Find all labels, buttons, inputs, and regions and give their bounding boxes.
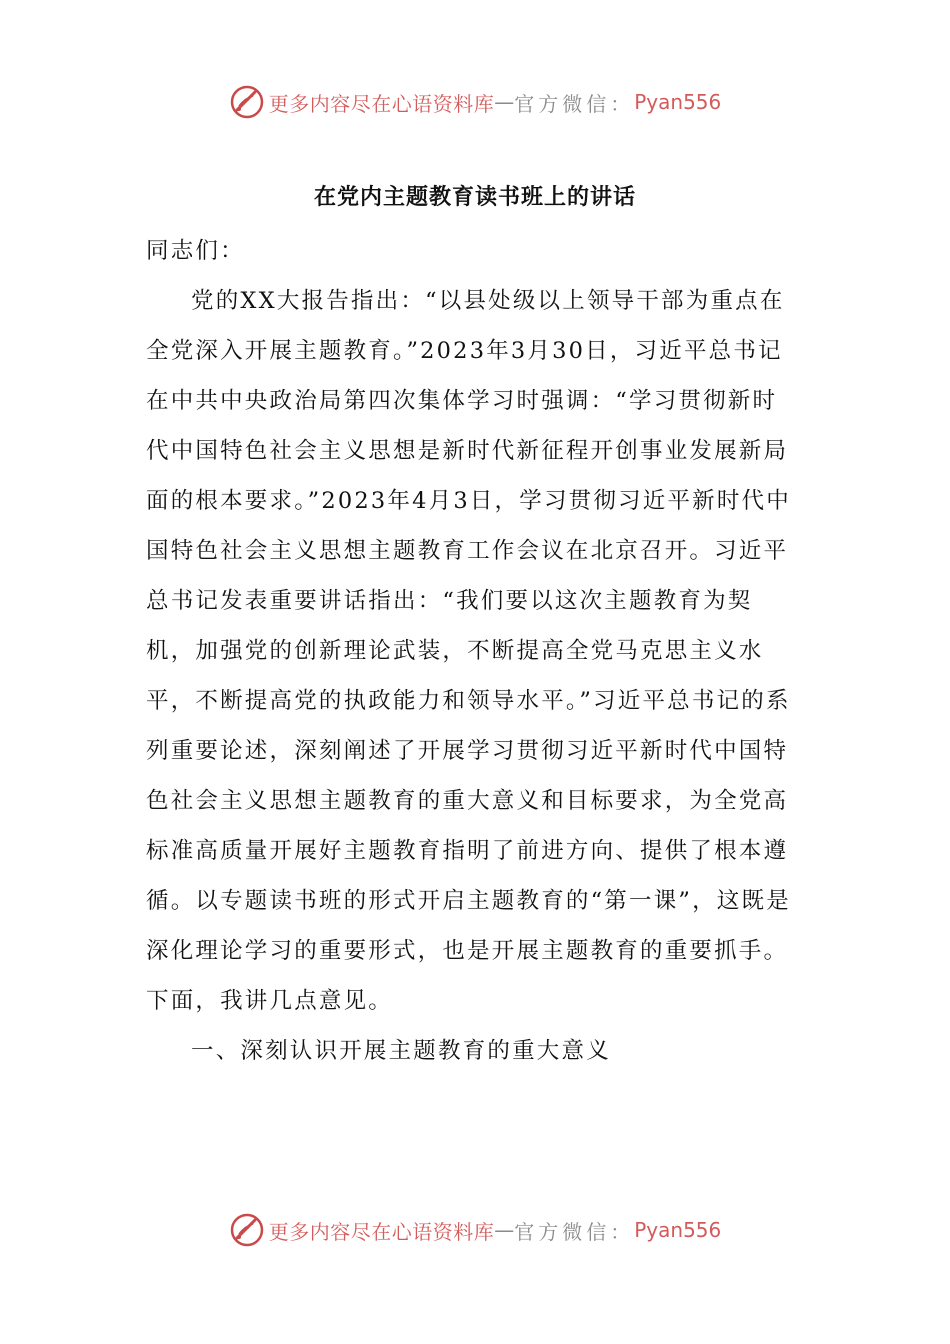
watermark-brand: 更多内容尽在心语资料库 xyxy=(268,91,495,116)
section-heading: 一、深刻认识开展主题教育的重大意义 xyxy=(191,1038,611,1064)
document-title: 在党内主题教育读书班上的讲话 xyxy=(313,185,636,210)
watermark-wechat-id: Pyan556 xyxy=(634,1218,722,1242)
watermark-dash: — xyxy=(494,1218,515,1242)
pen-logo-icon xyxy=(229,84,265,120)
watermark-official: 官方微信： xyxy=(514,1219,635,1244)
watermark-footer xyxy=(0,1212,950,1248)
watermark-header xyxy=(0,84,950,120)
pen-logo-icon xyxy=(229,1212,265,1248)
watermark-official: 官方微信： xyxy=(514,91,635,116)
watermark-dash: — xyxy=(494,90,515,114)
document-body xyxy=(146,226,798,1076)
watermark-wechat-id: Pyan556 xyxy=(634,90,722,114)
watermark-brand: 更多内容尽在心语资料库 xyxy=(268,1219,495,1244)
salutation: 同志们： xyxy=(146,238,245,264)
paragraph: 党的XX大报告指出：“以县处级以上领导干部为重点在全党深入开展主题教育。”2023年3月30日，习近平总书记在中共中央政治局第四次集体学习时强调：“学习贯彻新时代中国特色社会主义思想是新时代新征程开创事业发展新局面的根本要求。”2023年4月3日，学习贯彻习近平新时代中国特色社会主义思想主题教育工作会议在北京召开。习近平总书记发表重要讲话指出：“我们要以这次主题教育为契机，加强党的创新理论武装，不断提高全党马克思主义水平，不断提高党的执政能力和领导水平。”习近平总书记的系列重要论述，深刻阐述了开展学习贯彻习近平新时代中国特色社会主义思想主题教育的重大意义和目标要求，为全党高标准高质量开展好主题教育指明了前进方向、提供了根本遵循。以专题读书班的形式开启主题教育的“第一课”，这既是深化理论学习的重要形式，也是开展主题教育的重要抓手。下面，我讲几点意见。 xyxy=(146,288,791,1014)
